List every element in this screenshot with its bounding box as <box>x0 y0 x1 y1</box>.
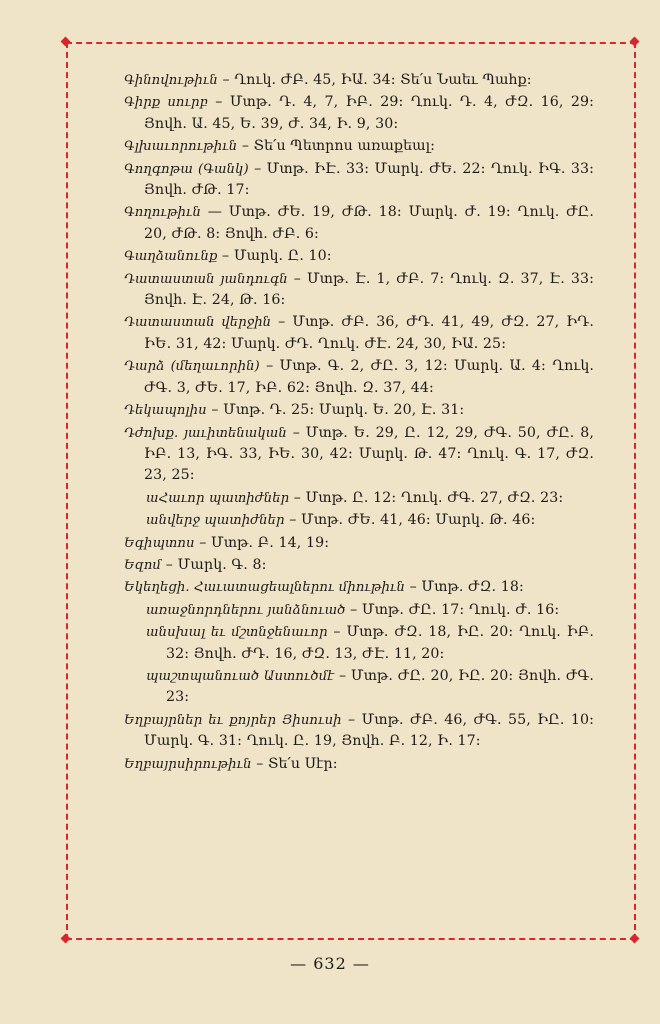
index-entry <box>124 754 594 775</box>
entry-heading: Գողգոթա (Գանկ) <box>124 161 249 177</box>
entry-heading: Գինովութիւն <box>124 73 218 88</box>
index-subentry <box>124 600 594 621</box>
entry-references: – Մտթ. ԺԲ. 36, ԺԴ. 41, 49, ԺԶ. 27, ԻԴ. ԻԵ. 31, 42: Մարկ. ԺԴ. Ղուկ. ԺԷ. 24, 30, ԻԱ. 25: <box>144 314 594 352</box>
entry-heading: Եզոմ <box>124 557 162 573</box>
entry-heading: Դարձ (մեղաւորին) <box>124 359 260 375</box>
entry-references: – Մտթ. ԺԶ. 18: <box>404 579 524 596</box>
entry-heading: աՀաւոր պատիժներ <box>146 490 290 506</box>
entry-references: – Մտթ. Ը. 12: Ղուկ. ԺԳ. 27, ԺԶ. 23: <box>289 489 564 506</box>
entry-heading: անսխալ եւ մշտնջենաւոր <box>146 625 328 641</box>
index-subentry <box>124 488 594 509</box>
entry-heading: Դատաստան վերջին <box>124 315 272 331</box>
entry-references: – Մտթ. Գ. 2, ԺԸ. 3, 12: Մարկ. Ա. 4: Ղուկ. ԺԳ. 3, ԺԵ. 17, ԻԲ. 62: Յովհ. Զ. 37, 44: <box>144 358 594 396</box>
entry-heading: անվերջ պատիժներ <box>146 513 285 529</box>
entry-references: – Մարկ. Ը. 10: <box>217 248 332 265</box>
entry-heading: Դատաստան յանդուգն <box>124 271 288 287</box>
entry-references: – Մտթ. Ե. 29, Ը. 12, 29, ԺԳ. 50, ԺԸ. 8, ԻԲ. 13, ԻԳ. 33, ԻԵ. 30, 42: Մարկ. Թ. 47: Ղուկ. Գ. 17, ԺԶ. 23, 25: <box>144 424 594 484</box>
index-entry <box>124 356 594 399</box>
page-number: — 632 — <box>290 954 370 973</box>
index-entry <box>124 710 594 753</box>
entry-heading: առաջնորդներու յանձնուած <box>146 602 346 618</box>
entry-heading: Դեկապոլիս <box>124 403 207 419</box>
entry-heading: Եղբայրներ եւ քոյրեր Յիսուսի <box>124 712 342 728</box>
entry-references: – Մարկ. Գ. 8: <box>161 556 267 573</box>
index-entry <box>124 202 594 245</box>
index-entry <box>124 269 594 312</box>
entry-heading: Գողութիւն <box>124 205 201 221</box>
border-corner-ornament <box>630 934 640 944</box>
index-entry <box>124 577 594 598</box>
entry-heading: Դժոխք. յաւիտենական <box>124 425 287 441</box>
entry-heading: Եգիպտոս <box>124 535 195 551</box>
entry-heading: Գաղձանունք <box>124 249 218 265</box>
entry-references: – Մտթ. Դ. 4, 7, ԻԲ. 29: Ղուկ. Դ. 4, ԺԶ. 16, 29: Յովհ. Ա. 45, Ե. 39, Ժ. 34, Ի. 9, 30: <box>144 94 594 132</box>
index-entry <box>124 246 594 267</box>
index-subentry <box>124 510 594 531</box>
entry-heading: պաշտպանուած Աստուծմէ <box>146 668 335 684</box>
entry-references: – Մտթ. ԺԲ. 46, ԺԳ. 55, ԻԸ. 10: Մարկ. Գ. 31: Ղուկ. Ը. 19, Յովհ. Բ. 12, Ի. 17: <box>144 711 594 750</box>
entry-references: – Մտթ. ԺԸ. 20, ԻԸ. 20: Յովհ. ԺԳ. 23: <box>166 667 594 706</box>
entry-heading: Գլխաւորութիւն <box>124 139 238 155</box>
index-entry <box>124 159 594 202</box>
entry-references: – Մտթ. ԻԷ. 33: Մարկ. ԺԵ. 22: Ղուկ. ԻԳ. 33: Յովհ. ԺԹ. 17: <box>144 160 594 199</box>
index-subentry <box>124 666 594 709</box>
index-entry <box>124 312 594 355</box>
entry-heading: Եղբայրսիրութիւն <box>124 756 252 772</box>
index-entry <box>124 400 594 421</box>
index-entry <box>124 555 594 576</box>
entry-references: – Մտթ. ԺԶ. 18, ԻԸ. 20: Ղուկ. ԻԲ. 32: Յովհ. ԺԴ. 16, ԺԶ. 13, ԺԷ. 11, 20: <box>166 624 594 662</box>
entry-references: – Ղուկ. ԺԲ. 45, ԻԱ. 34: Տե՛ս Նաեւ Պահք: <box>217 72 532 88</box>
index-entry <box>124 136 594 157</box>
entry-references: – Մտթ. Դ. 25: Մարկ. Ե. 20, Է. 31: <box>206 402 465 419</box>
entry-heading: Գիրք սուրբ <box>124 95 208 111</box>
entry-references: — Մտթ. ԺԵ. 19, ԺԹ. 18: Մարկ. Ժ. 19: Ղուկ. ԺԸ. 20, ԺԹ. 8: Յովհ. ԺԲ. 6: <box>144 204 594 242</box>
index-entry <box>124 92 594 135</box>
entry-heading: Եկեղեցի. Հաւատացեալներու միութիւն <box>124 580 405 596</box>
index-entry <box>124 533 594 554</box>
entry-references: – Մտթ. Բ. 14, 19: <box>194 534 330 551</box>
entry-references: – Մտթ. ԺԸ. 17: Ղուկ. Ժ. 16: <box>345 601 560 618</box>
index-entry <box>124 423 594 487</box>
entry-references: – Մտթ. ԺԵ. 41, 46: Մարկ. Թ. 46: <box>284 512 536 529</box>
index-entry <box>124 70 594 91</box>
index-entries <box>124 70 594 910</box>
entry-references: – Մտթ. Է. 1, ԺԲ. 7: Ղուկ. Զ. 37, Է. 33: Յովհ. Է. 24, Թ. 16: <box>144 270 594 309</box>
entry-references: – Տե՛ս Պետրոս առաքեալ: <box>237 138 436 155</box>
entry-references: – Տե՛ս Սէր: <box>251 755 338 772</box>
index-subentry <box>124 622 594 665</box>
